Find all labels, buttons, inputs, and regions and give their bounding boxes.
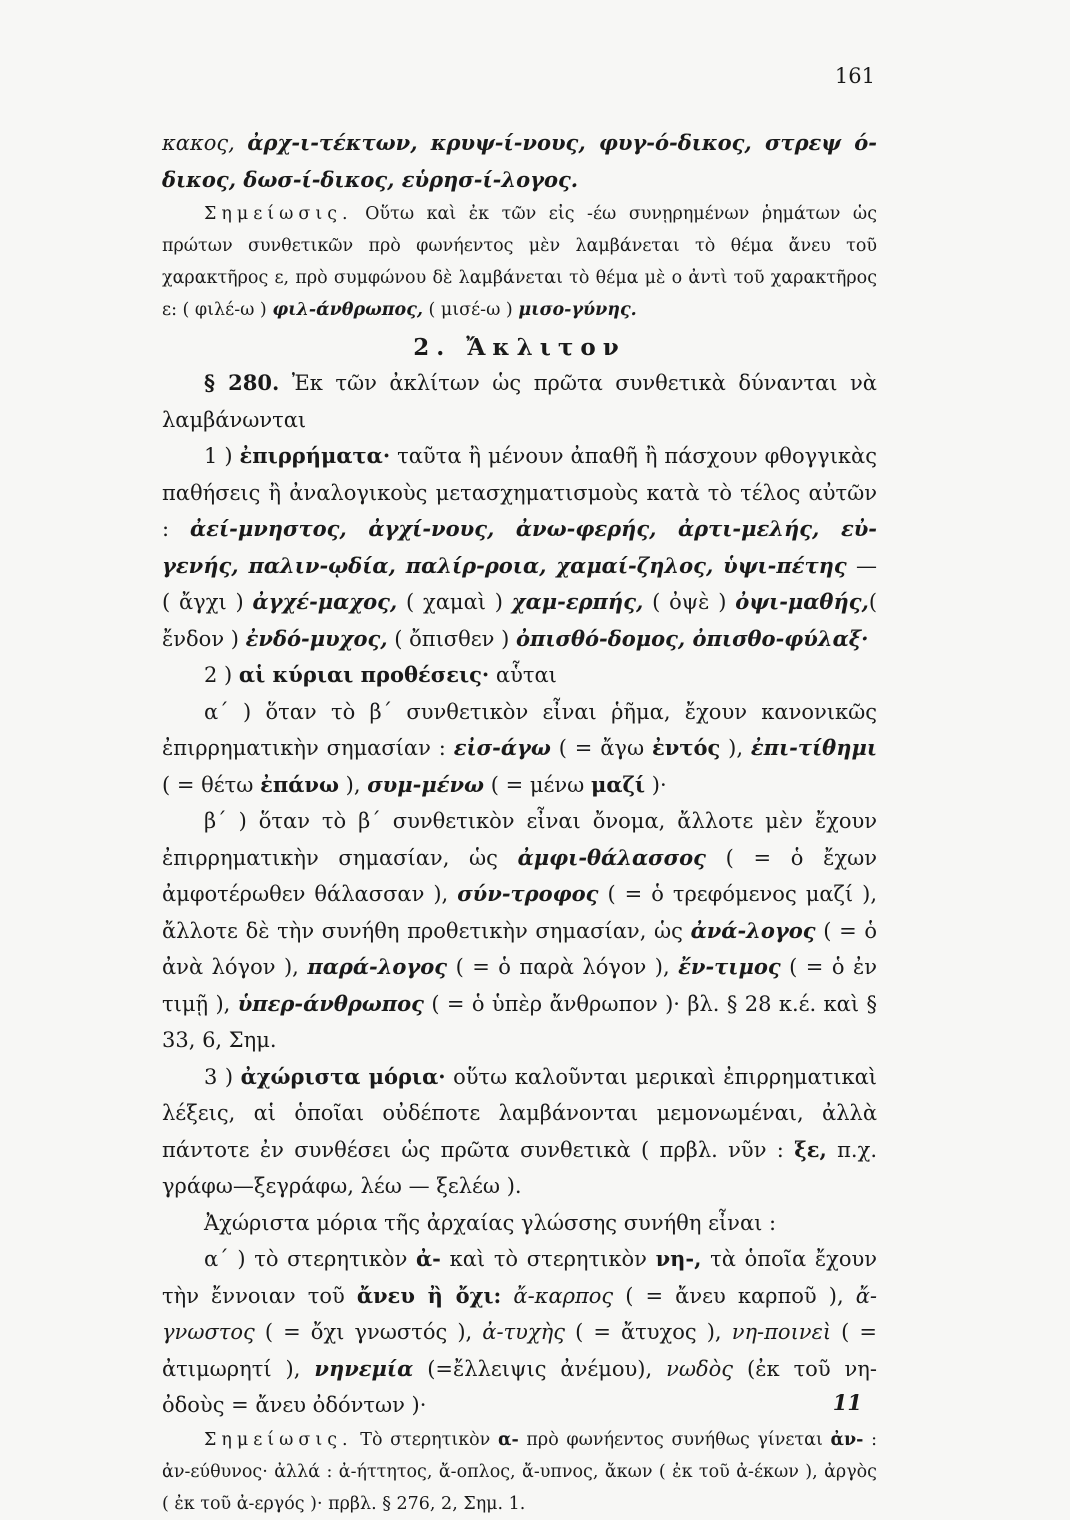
text-run: οὕτω καλοῦνται μερικαὶ ἐπιρρηματικαὶ λέξεις, αἱ ὁποῖαι οὐδέποτε λαμβάνονται μεμονωμέναι, ἀλλὰ πάντοτε ἐν συνθέσει ὡς πρῶτα συνθετικὰ ( πρβλ. νῦν : [162,1064,878,1162]
emphasized-term: εὑρησ-ί-λογος. [401,166,579,192]
emphasized-term: χαμαί-ζηλος, [556,552,724,578]
text-run: ταῦτα ἢ μένουν ἀπαθῆ ἢ πάσχουν φθογγικὰς παθήσεις ἢ ἀναλογικοὺς μετασχηματισμοὺς κατὰ τὸ τέλος αὐτῶν : [162,444,877,541]
emphasized-term: ἄνευ ἢ ὄχι: [356,1282,502,1308]
note-body: Οὕτω καὶ ἐκ τῶν εἰς -έω συνῃρημένων ῥημάτων ὡς πρώτων συνθετικῶν πρὸ φωνήεντος μὲν λαμβάνεται τὸ θέμα ἄνευ τοῦ χαρακτῆρος ε, πρὸ συμφώνου δὲ λαμβάνεται τὸ θέμα μὲ ο ἀντὶ τοῦ χαρακτῆρος ε: ( φιλέ-ω ) [162,204,877,320]
emphasized-term: α- [497,1429,519,1450]
text-run: — ( ἄγχι ) [162,553,877,614]
text-run: ( = ὄχι γνωστός ), [254,1320,483,1344]
emphasized-term: ἄ-καρπος [513,1283,614,1308]
emphasized-term: ἄ-γνωστος [162,1283,877,1344]
item-prepositions-b [162,803,877,1059]
emphasized-term: ὀψι-μαθής, [735,589,869,614]
emphasized-term: Σημείωσις. [204,1429,353,1450]
item-prepositions [162,657,877,694]
text-run: πρὸ φωνήεντος συνήθως γίνεται [518,1429,831,1450]
text-run: ( = μένω [484,772,591,797]
emphasized-term: ἀεί-μνηστος, [190,516,369,541]
text-run: ( ὄπισθεν ) [387,626,516,651]
text-run: ( = ὁ ὑπὲρ ἄνθρωπον )· βλ. § 28 κ.έ. καὶ § 33, 6, Σημ. [162,991,877,1052]
page-body [162,125,877,1520]
emphasized-term: εὐ-γενής, [162,516,877,578]
emphasized-term: αἱ κύριαι προθέσεις· [238,662,490,687]
emphasized-term: εἰσ-άγω [453,735,551,760]
text-run: β΄ ) ὅταν τὸ β΄ συνθετικὸν εἶναι ὄνομα, ἄλλοτε μὲν ἔχουν ἐπιρρηματικὴν σημασίαν, ὡς [162,809,877,870]
text-run: ( = ὁ ἐν τιμῇ ), [162,955,877,1016]
note-example: μισο-γύνης. [518,300,637,320]
emphasized-term: ἐνδό-μυχος, [245,625,388,651]
text-run: 3 ) [204,1064,241,1089]
text-run: τὰ ὁποῖα ἔχουν τὴν ἔννοιαν τοῦ [162,1247,877,1308]
item-adverbs [162,438,877,657]
emphasized-term: κρυψ-ί-νους, [430,130,599,155]
emphasized-term: χαμ-ερπής, [511,589,644,614]
emphasized-term: ἐντός [651,735,721,760]
text-run: αὗται [489,663,557,687]
emphasized-term: κακος, [162,131,248,155]
emphasized-term: ὀπισθό-δομος, [515,625,693,651]
emphasized-term: ἀγχί-νους, [368,516,516,541]
section-number: § 280. [204,370,280,395]
text-run: ( = ὁ παρὰ λόγον ), [447,955,679,979]
emphasized-term: ὀπισθο-φύλαξ· [692,625,869,651]
emphasized-term: ἀ-τυχὴς [482,1320,565,1344]
text-run: (ἐκ τοῦ νη-ὀδοὺς = ἄνευ ὀδόντων )· [162,1356,877,1417]
emphasized-term: ὑπερ-άνθρωπος [237,990,424,1016]
text-run: : ἀν-εύθυνος· ἀλλά : ἀ-ήττητος, ἄ-οπλος, ἄ-υπνος, ἄκων ( ἐκ τοῦ ἀ-έκων ), ἀργὸς ( ἐκ τοῦ ἀ-εργός )· πρβλ. § 276, 2, Σημ. 1. [162,1429,877,1514]
emphasized-term: ἀχώριστα μόρια· [240,1063,446,1089]
text-run: (=ἔλλειψις ἀνέμου), [413,1356,667,1381]
text-run: 2 ) [204,663,239,687]
text-run: ( = ἄτυχος ), [565,1320,732,1344]
emphasized-term: μαζί [590,771,646,797]
emphasized-term: σύν-τροφος [457,881,599,906]
item-privative [162,1241,877,1424]
item-prepositions-a [162,694,877,804]
text-run: α΄ ) τὸ στερητικὸν [204,1247,417,1271]
text-run [501,1284,513,1308]
compound-examples [162,125,877,198]
text-run: α΄ ) ὅταν τὸ β΄ συνθετικὸν εἶναι ῥῆμα, ἔχουν κανονικῶς ἐπιρρηματικὴν σημασίαν : [162,699,877,760]
emphasized-term: ἀμφι-θάλασσος [517,844,706,870]
emphasized-term: στρεψ ό-δικος, [162,130,877,192]
emphasized-term: φυγ-ό-δικος, [598,130,765,155]
emphasized-term: ἀνά-λογος [690,917,816,943]
emphasized-term: ἀγχέ-μαχος, [252,589,398,614]
page-number: 161 [834,64,875,88]
inseparable-intro: Ἀχώριστα μόρια τῆς ἀρχαίας γλώσσης συνήθη εἶναι : [204,1210,777,1235]
note-label: Σημείωσις. [204,204,353,224]
text-run: ( χαμαὶ ) [397,590,512,614]
emphasized-term: ξε, [794,1136,827,1162]
emphasized-term: ἐπάνω [260,771,339,797]
text-run: ( ἔνδον ) [162,590,878,651]
emphasized-term: παλίρ-ροια, [405,552,557,578]
text-run: ( = ἄνευ καρποῦ ), [613,1283,856,1308]
text-run: καὶ τὸ στερητικὸν [440,1247,656,1271]
text-run: Τὸ στερητικὸν [352,1429,498,1450]
note-paragraph [162,198,877,326]
item-inseparable-particles [162,1059,877,1205]
note-paragraph-2 [162,1424,877,1520]
emphasized-term: ἀν- [830,1429,864,1450]
emphasized-term: ἐπι-τίθημι [750,735,877,760]
text-run: π.χ. γράφω—ξεγράφω, λέω — ξελέω ). [162,1137,877,1198]
emphasized-term: ἀ- [416,1246,441,1271]
text-run: ), [338,772,368,797]
text-run: ( = ἀτιμωρητί ), [162,1320,878,1381]
emphasized-term: παρά-λογος [307,954,448,979]
emphasized-term: ἀρτι-μελής, [678,516,841,541]
emphasized-term: νη-ποινεὶ [731,1320,832,1344]
text-run: ( = ὁ ἔχων ἀμφοτέρωθεν θάλασσαν ), [162,845,877,906]
text-run: ( = θέτω [162,772,261,797]
note-example: φιλ-άνθρωπος, [272,300,423,320]
paragraph-text: Ἐκ τῶν ἀκλίτων ὡς πρῶτα συνθετικὰ δύνανται νὰ λαμβάνωνται [162,371,877,432]
emphasized-term: δωσ-ί-δικος, [243,166,402,192]
emphasized-term: παλιν-ῳδία, [248,552,406,578]
section-heading: 2. Ἄκλιτον [413,334,626,361]
emphasized-term: ἐπιρρήματα· [239,443,391,468]
text-run: ( = ὁ ἀνὰ λόγον ), [162,918,877,979]
paragraph-280 [162,365,877,438]
text-run: ( ὀψὲ ) [643,590,736,614]
note-text: ( μισέ-ω ) [422,300,519,320]
text-run: ( = ἄγω [550,736,652,760]
emphasized-term: ἀνω-φερής, [515,516,678,541]
emphasized-term: νωδὸς [666,1356,734,1381]
emphasized-term: ὑψι-πέτης [723,552,847,578]
signature-mark: 11 [832,1390,862,1415]
emphasized-term: ἔν-τιμος [678,954,781,979]
emphasized-term: συμ-μένω [367,771,485,797]
text-run: ( = ὁ τρεφόμενος μαζί ), ἄλλοτε δὲ τὴν συνήθη προθετικὴν σημασίαν, ὡς [162,882,878,943]
text-run: ), [720,736,751,760]
text-run: 1 ) [204,444,240,468]
text-run: )· [645,772,667,797]
emphasized-term: νηνεμία [314,1355,414,1381]
emphasized-term: ἀρχ-ι-τέκτων, [247,130,431,155]
emphasized-term: νη-, [655,1246,702,1271]
